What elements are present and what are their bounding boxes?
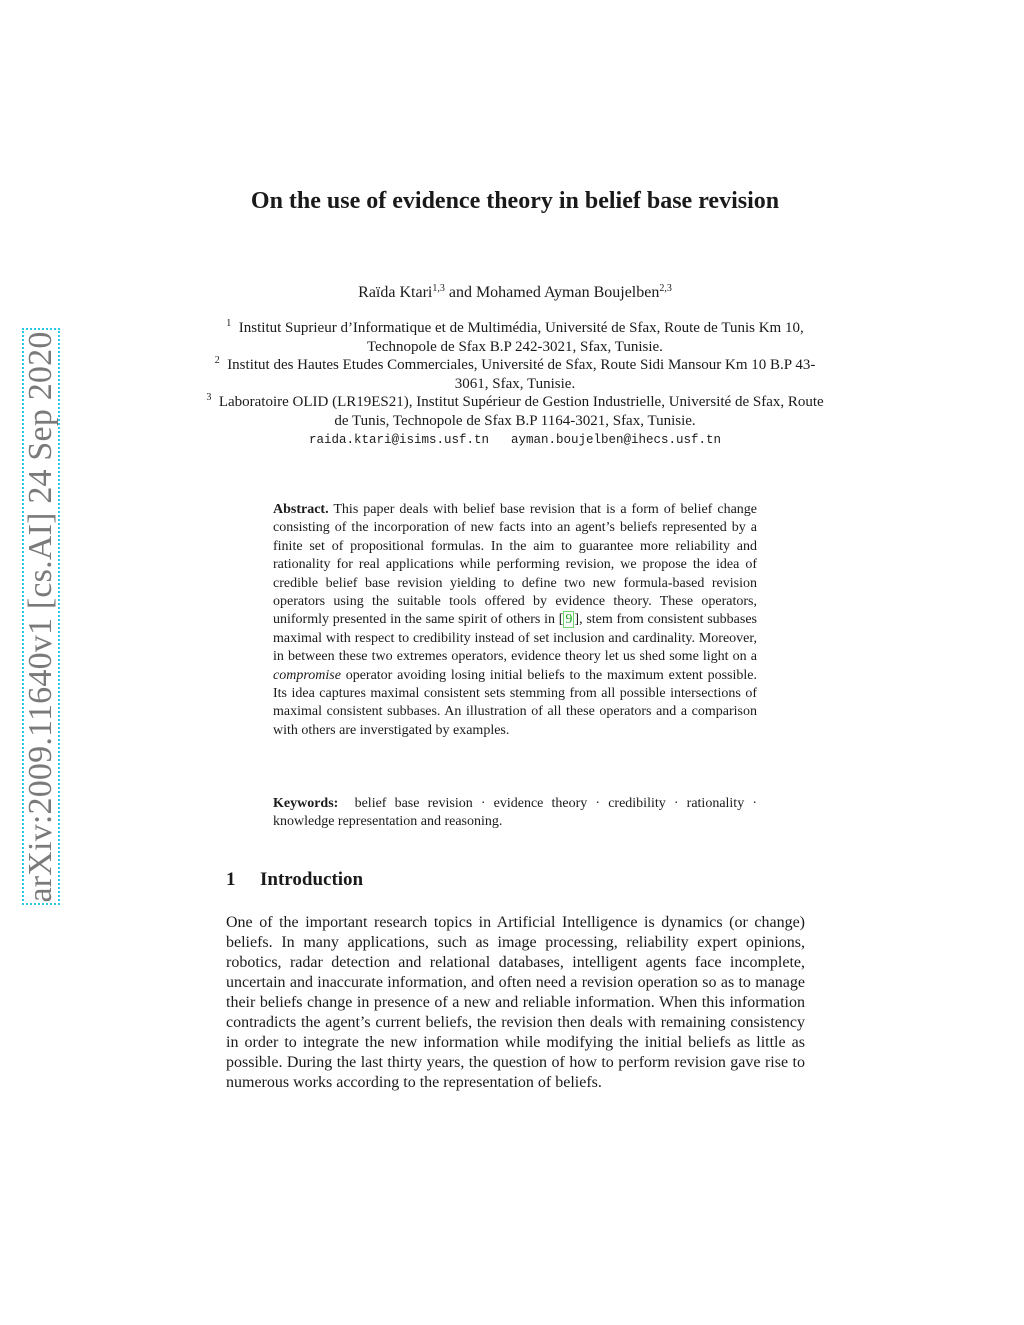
emphasized-term: compromise <box>273 667 341 683</box>
arxiv-identifier: arXiv:2009.11640v1 [cs.AI] 24 Sep 2020 <box>22 330 59 903</box>
affiliation-mark: 3 <box>206 392 212 403</box>
abstract-label: Abstract. <box>273 502 329 517</box>
keywords-label: Keywords: <box>273 796 339 811</box>
keywords-text: belief base revision · evidence theory · credibility · rationality · knowledge representation and reasoning. <box>273 796 757 830</box>
body-paragraph: One of the important research topics in Artificial Intelligence is dynamics (or change) beliefs. In many applications, such as image processing, reliability expert opinions, robotics, radar detection and relational databases, intelligent agents face incomplete, uncertain and inaccurate information, and often need a revision operation so as to manage their beliefs change in presence of a new and reliable information. When this information contradicts the agent’s current beliefs, the revision then deals with remaining consistency in order to integrate the new information while modifying the initial beliefs as little as possible. During the last thirty years, the question of how to perform revision gave rise to numerous works according to the representation of beliefs. <box>226 914 805 1091</box>
author-conjunction: and <box>444 284 476 301</box>
affiliation-text: Laboratoire OLID (LR19ES21), Institut Supérieur de Gestion Industrielle, Université de Sfax, Route de Tunis, Technopole de Sfax B.P 1164-3021, Sfax, Tunisie. <box>218 394 824 429</box>
affiliation <box>205 319 825 356</box>
section-number: 1 <box>226 869 236 890</box>
affiliation-text: Institut des Hautes Etudes Commerciales, Université de Sfax, Route Sidi Mansour Km 10 B.P 43-3061, Sfax, Tunisie. <box>227 357 816 392</box>
author-affiliation-marks: 2,3 <box>659 283 672 294</box>
author-name: Raïda Ktari <box>358 284 433 301</box>
abstract-text: This paper deals with belief base revision that is a form of belief change consisting of the incorporation of new facts into an agent’s beliefs represented by a finite set of propositional formulas. In the aim to guarantee more reliability and rationality for real applications while performing revision, we propose the idea of credible belief base revision yielding to define two new formula-based revision operators using the suitable tools offered by evidence theory. These operators, uniformly presented in the same spirit of others in <box>273 502 757 628</box>
section-title: Introduction <box>260 869 364 890</box>
email-list <box>205 431 825 450</box>
arxiv-stamp[interactable] <box>22 328 60 905</box>
author-affiliation-marks: 1,3 <box>432 283 445 294</box>
section-heading <box>226 866 363 894</box>
affiliation-mark: 1 <box>226 318 232 329</box>
affiliation-block <box>205 319 825 450</box>
affiliation <box>205 356 825 393</box>
abstract: Abstract. This paper deals with belief base revision that is a form of belief change consisting of the incorporation of new facts into an agent’s beliefs represented by a finite set of propositional formulas. In the aim to guarantee more reliability and rationality for real applications while performing revision, we propose the idea of credible belief base revision yielding to define two new formula-based revision operators using the suitable tools offered by evidence theory. These operators, uniformly presented in the same spirit of others in [ 9 ], stem from consistent subbases maximal with respect to credibility instead of set inclusion and cardinality. Moreover, in between these two extremes operators, evidence theory let us shed some light on a compromise operator avoiding losing initial beliefs to the maximum extent possible. Its idea captures maximal consistent sets stemming from all possible intersections of maximal consistent subbases. An illustration of all these operators and a comparison with others are inverstigated by examples. <box>273 502 757 738</box>
author-email[interactable]: raida.ktari@isims.usf.tn <box>308 433 489 447</box>
affiliation <box>205 393 825 430</box>
keywords <box>273 795 757 832</box>
abstract-text: operator avoiding losing initial beliefs to the maximum extent possible. Its idea captures maximal consistent sets stemming from all possible intersections of maximal consistent subbases. An illustration of all these operators and a comparison with others are inverstigated by examples. <box>273 667 757 738</box>
author-email[interactable]: ayman.boujelben@ihecs.usf.tn <box>510 433 722 447</box>
abstract-text: , stem from consistent subbases maximal with respect to credibility instead of set inclusion and cardinality. Moreover, in between these two extremes operators, evidence theory let us shed some light on a <box>273 612 757 665</box>
affiliation-text: Institut Suprieur d’Informatique et de Multimédia, Université de Sfax, Route de Tunis Km 10, Technopole de Sfax B.P 242-3021, Sfax, Tunisie. <box>238 320 804 355</box>
author-list <box>200 283 830 303</box>
citation-link[interactable]: 9 <box>565 612 573 628</box>
author-name: Mohamed Ayman Boujelben <box>475 284 660 301</box>
paper-title: On the use of evidence theory in belief base revision <box>250 188 780 214</box>
affiliation-mark: 2 <box>214 355 220 366</box>
